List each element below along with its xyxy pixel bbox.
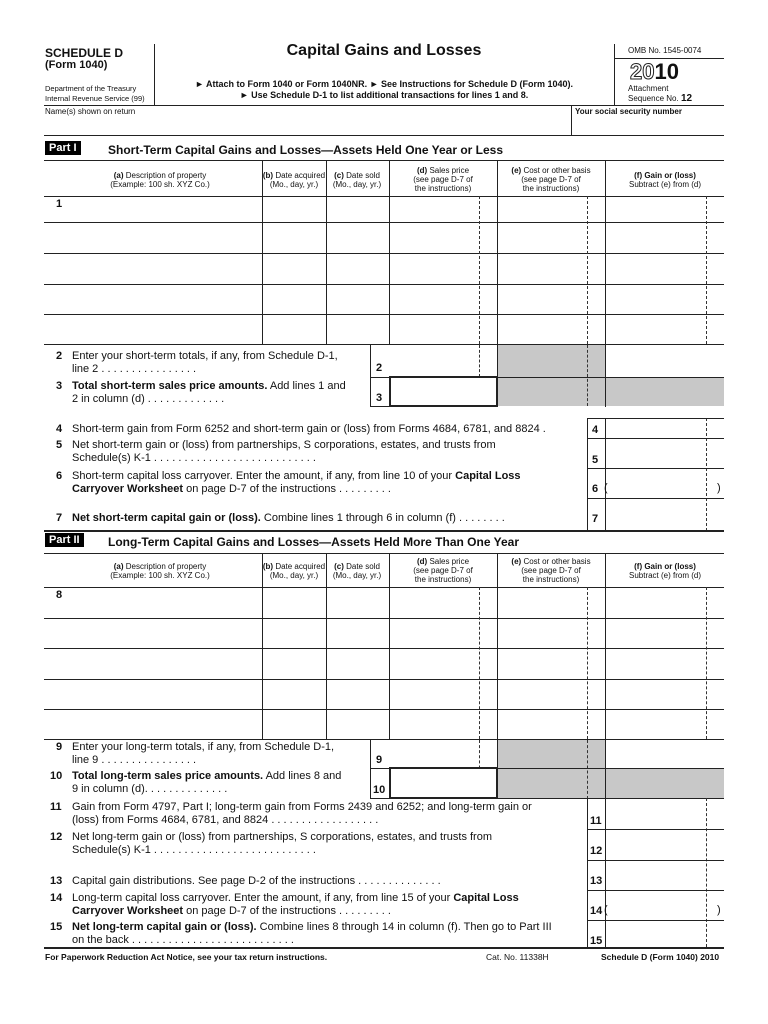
instruction-line-1: ► Attach to Form 1040 or Form 1040NR. ► See Instructions for Schedule D (Form 1040). bbox=[194, 79, 574, 89]
line-3-shaded-e bbox=[498, 378, 605, 406]
part-2-title: Long-Term Capital Gains and Losses—Assets Held More Than One Year bbox=[108, 535, 519, 549]
col-c-header-2: (c) Date sold (Mo., day, yr.) bbox=[332, 562, 382, 580]
footer-cat-number: Cat. No. 11338H bbox=[486, 952, 549, 962]
line-2-shaded-e bbox=[498, 345, 605, 377]
line-6-text: Short-term capital loss carryover. Enter the amount, if any, from line 10 of your Capital Loss Carryover Worksheet on page D-7 of the instructions . . . . . . . . . bbox=[72, 470, 521, 495]
line-9-box-number: 9 bbox=[376, 754, 383, 766]
dept-irs: Internal Revenue Service (99) bbox=[45, 94, 145, 103]
line-9-shaded-e bbox=[498, 740, 605, 768]
line-7-number: 7 bbox=[56, 512, 63, 524]
line-11-number: 11 bbox=[50, 801, 62, 813]
line-15-text: Net long-term capital gain or (loss). Combine lines 8 through 14 in column (f). Then go to Part III on the back . . . . . . . . . . . . . . . . . . . . . . . . . . . bbox=[72, 921, 552, 946]
col-d-header-2: (d) Sales price (see page D-7 of the instructions) bbox=[413, 557, 473, 584]
col-d-header: (d) Sales price (see page D-7 of the instructions) bbox=[413, 166, 473, 193]
line-13-number: 13 bbox=[50, 875, 63, 887]
col-a-header-2: (a) Description of property (Example: 100 sh. XYZ Co.) bbox=[110, 562, 210, 580]
line-9-text: Enter your long-term totals, if any, from Schedule D-1, line 9 . . . . . . . . . . . . . . . . bbox=[72, 741, 335, 766]
footer-paperwork-notice: For Paperwork Reduction Act Notice, see your tax return instructions. bbox=[45, 952, 328, 962]
line-4-box-number: 4 bbox=[592, 424, 599, 436]
line-2-box-number: 2 bbox=[376, 362, 383, 374]
instruction-line-2: ► Use Schedule D-1 to list additional transactions for lines 1 and 8. bbox=[239, 90, 529, 100]
col-c-header: (c) Date sold (Mo., day, yr.) bbox=[332, 171, 382, 189]
line-10-shaded-f bbox=[606, 769, 724, 799]
col-f-header: (f) Gain or (loss) Subtract (e) from (d) bbox=[628, 171, 701, 189]
line-14-box-number: 14 bbox=[590, 905, 603, 917]
line-1-number: 1 bbox=[56, 198, 63, 210]
line-15-number: 15 bbox=[50, 921, 63, 933]
col-f-header-2: (f) Gain or (loss) Subtract (e) from (d) bbox=[628, 562, 701, 580]
names-label: Name(s) shown on return bbox=[45, 107, 136, 116]
line-4-number: 4 bbox=[56, 423, 63, 435]
part-1-label: Part I bbox=[45, 141, 81, 155]
line-12-text: Net long-term gain or (loss) from partnerships, S corporations, estates, and trusts from Schedule(s) K-1 . . . . . . . . . . . . . . . . . . . . . . . . . . . bbox=[72, 831, 492, 856]
line-9-number: 9 bbox=[56, 741, 63, 753]
omb-number: OMB No. 1545-0074 bbox=[628, 46, 702, 55]
line-12-box-number: 12 bbox=[590, 845, 603, 857]
line-14-text: Long-term capital loss carryover. Enter the amount, if any, from line 15 of your Capital Loss Carryover Worksheet on page D-7 of the instructions . . . . . . . . . bbox=[72, 892, 519, 917]
form-label: (Form 1040) bbox=[45, 59, 108, 71]
line-15-box-number: 15 bbox=[590, 935, 603, 947]
col-e-header: (e) Cost or other basis (see page D-7 of the instructions) bbox=[511, 166, 591, 193]
line-14-number: 14 bbox=[50, 892, 63, 904]
line-10-box-number: 10 bbox=[373, 784, 386, 796]
attachment-label: Attachment bbox=[628, 84, 669, 93]
line-13-text: Capital gain distributions. See page D-2 of the instructions . . . . . . . . . . . . . . bbox=[72, 875, 441, 887]
line-6-paren-close: ) bbox=[717, 482, 721, 494]
col-b-header: (b) Date acquired (Mo., day, yr.) bbox=[262, 171, 326, 189]
col-b-header-2: (b) Date acquired (Mo., day, yr.) bbox=[262, 562, 326, 580]
line-14-paren-close: ) bbox=[717, 904, 721, 916]
sequence-label: Sequence No. 12 bbox=[628, 93, 693, 104]
line-6-number: 6 bbox=[56, 470, 63, 482]
form-title: Capital Gains and Losses bbox=[286, 42, 482, 59]
line-10-text: Total long-term sales price amounts. Add lines 8 and 9 in column (d). . . . . . . . . . . . . . bbox=[72, 770, 342, 795]
col-a-header: (a) Description of property (Example: 100 sh. XYZ Co.) bbox=[110, 171, 210, 189]
line-7-box-number: 7 bbox=[592, 513, 599, 525]
line-6-box-number: 6 bbox=[592, 483, 599, 495]
line-3-box-number: 3 bbox=[376, 392, 383, 404]
line-3-shaded-f bbox=[606, 378, 724, 406]
line-10-number: 10 bbox=[50, 770, 63, 782]
line-3-number: 3 bbox=[56, 380, 63, 392]
line-3-text: Total short-term sales price amounts. Add lines 1 and 2 in column (d) . . . . . . . . . . . . . bbox=[72, 380, 346, 405]
line-13-box-number: 13 bbox=[590, 875, 603, 887]
part-1-title: Short-Term Capital Gains and Losses—Assets Held One Year or Less bbox=[108, 143, 504, 157]
line-5-text: Net short-term gain or (loss) from partnerships, S corporations, estates, and trusts from Schedule(s) K-1 . . . . . . . . . . . . . . . . . . . . . . . . . . . bbox=[72, 439, 496, 464]
schedule-label: SCHEDULE D bbox=[45, 46, 124, 60]
dept-treasury: Department of the Treasury bbox=[45, 84, 137, 93]
line-2-text: Enter your short-term totals, if any, from Schedule D-1, line 2 . . . . . . . . . . . . . . . . bbox=[72, 350, 338, 375]
line-11-box-number: 11 bbox=[590, 815, 602, 827]
line-8-number: 8 bbox=[56, 589, 63, 601]
part-2-label: Part II bbox=[45, 533, 84, 547]
line-10-sales-total-field[interactable] bbox=[389, 767, 498, 799]
line-2-number: 2 bbox=[56, 350, 63, 362]
line-5-number: 5 bbox=[56, 439, 63, 451]
line-7-text: Net short-term capital gain or (loss). Combine lines 1 through 6 in column (f) . . . . . . . . bbox=[72, 512, 505, 524]
col-e-header-2: (e) Cost or other basis (see page D-7 of the instructions) bbox=[511, 557, 591, 584]
ssn-label: Your social security number bbox=[575, 107, 682, 116]
line-3-sales-total-field[interactable] bbox=[389, 376, 498, 407]
line-5-box-number: 5 bbox=[592, 454, 599, 466]
line-6-paren-open: ( bbox=[604, 482, 608, 494]
tax-year: 2010 bbox=[630, 59, 679, 84]
footer-form-id: Schedule D (Form 1040) 2010 bbox=[601, 952, 720, 962]
line-14-paren-open: ( bbox=[604, 904, 608, 916]
line-4-text: Short-term gain from Form 6252 and short-term gain or (loss) from Forms 4684, 6781, and 8824 . bbox=[72, 423, 546, 435]
line-11-text: Gain from Form 4797, Part I; long-term gain from Forms 2439 and 6252; and long-term gain or (loss) from Forms 4684, 6781, and 8824 . . . . . . . . . . . . . . . . . . bbox=[72, 801, 532, 826]
line-12-number: 12 bbox=[50, 831, 63, 843]
line-10-shaded-e bbox=[498, 769, 605, 799]
